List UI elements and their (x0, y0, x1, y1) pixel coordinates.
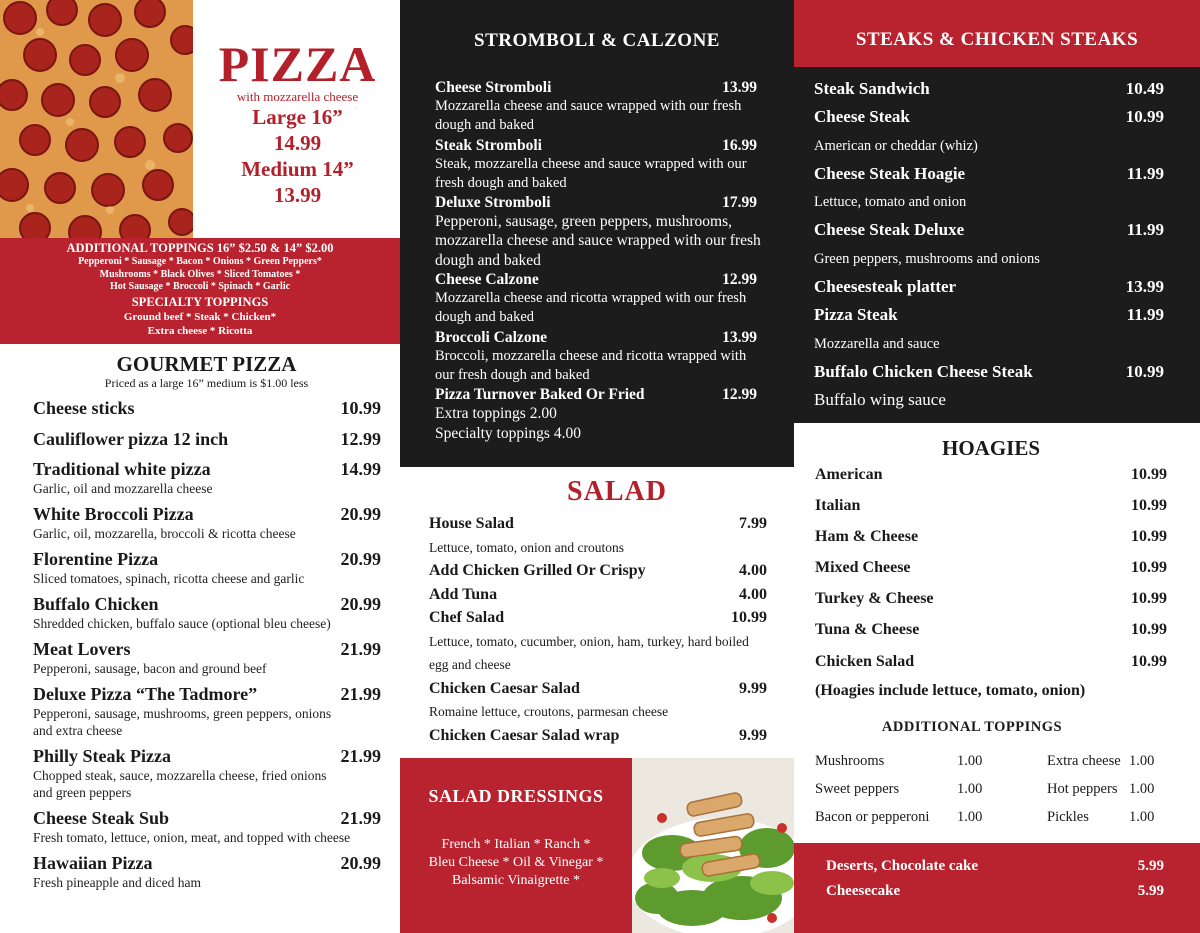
topping-price: 1.00 (957, 809, 983, 825)
menu-item-price: 13.99 (1125, 277, 1164, 297)
hoagies-note: (Hoagies include lettuce, tomato, onion) (815, 682, 1086, 699)
menu-item-name: Meat Lovers (33, 639, 131, 659)
menu-item-price: 14.99 (340, 459, 381, 479)
salad-dressings-panel (400, 758, 632, 933)
menu-item-price: 11.99 (1126, 163, 1164, 183)
menu-item (815, 617, 1167, 648)
menu-item-price: 10.99 (1131, 559, 1167, 577)
menu-item-description: Sliced tomatoes, spinach, ricotta cheese and garlic (33, 571, 305, 586)
menu-item-name: House Salad (429, 515, 514, 532)
menu-item-price: 21.99 (340, 746, 381, 766)
menu-item-price: 9.99 (739, 679, 767, 697)
menu-item-description: American or cheddar (whiz) (814, 137, 978, 154)
menu-item-name: Philly Steak Pizza (33, 746, 171, 766)
salad-photo (632, 758, 794, 933)
dressing-line: Bleu Cheese * Oil & Vinegar * (428, 855, 604, 870)
topping-row (815, 806, 1175, 834)
pizza-header (195, 38, 400, 208)
gourmet-pizza-note: Priced as a large 16” medium is $1.00 less (104, 376, 309, 390)
menu-item-name: American (815, 466, 883, 483)
menu-item-name: Turkey & Cheese (815, 590, 934, 608)
menu-item-description: Lettuce, tomato and onion (814, 194, 967, 211)
additional-toppings-title: ADDITIONAL TOPPINGS (881, 719, 1063, 735)
menu-item-price: 17.99 (722, 194, 757, 212)
menu-item (429, 677, 767, 724)
gourmet-pizza-list (33, 397, 383, 891)
menu-item-name: Deluxe Pizza “The Tadmore” (33, 684, 258, 704)
menu-item-name: Add Tuna (429, 585, 498, 603)
menu-item-price: 16.99 (722, 136, 757, 154)
menu-item-name: Broccoli Calzone (435, 328, 548, 346)
menu-item (815, 555, 1167, 586)
stromboli-calzone-panel (400, 0, 794, 467)
menu-item-price: 7.99 (739, 515, 767, 532)
pizza-column (0, 0, 400, 933)
menu-item-description: Chopped steak, sauce, mozzarella cheese, fried onions and green peppers (33, 768, 327, 800)
menu-item-name: Hawaiian Pizza (33, 853, 153, 873)
topping-price: 1.00 (1129, 781, 1155, 797)
menu-item-name: Steak Stromboli (435, 136, 542, 154)
menu-item-name: Steak Sandwich (814, 79, 930, 98)
menu-item-name: Chef Salad (429, 609, 505, 626)
menu-item-description: Mozzarella cheese and sauce wrapped with our fresh dough and baked (435, 98, 742, 134)
dressing-line: French * Italian * Ranch * (441, 837, 591, 852)
menu-item-description: Romaine lettuce, croutons, parmesan cheese (429, 704, 669, 719)
menu-item-name: Ham & Cheese (815, 528, 919, 546)
menu-item-description: Green peppers, mushrooms and onions (814, 250, 1040, 267)
topping-price: 1.00 (957, 753, 983, 769)
menu-item-name: Cheese Stromboli (435, 79, 552, 96)
menu-item (815, 586, 1167, 617)
menu-item-name: Pizza Steak (814, 305, 898, 325)
dressing-line: Balsamic Vinaigrette * (452, 873, 580, 888)
menu-item (33, 503, 383, 542)
menu-item-price: 10.99 (1131, 621, 1167, 639)
menu-item-description: Steak, mozzarella cheese and sauce wrapped with our fresh dough and baked (435, 155, 747, 191)
menu-item (33, 593, 383, 632)
menu-item-description: Buffalo wing sauce (814, 390, 946, 410)
menu-item-description: Pepperoni, sausage, mushrooms, green peppers, onions and extra cheese (33, 706, 332, 738)
menu-item (33, 428, 383, 450)
steaks-list (814, 75, 1164, 415)
menu-item-description: Mozzarella and sauce (814, 335, 940, 352)
menu-item (33, 548, 383, 587)
menu-item-description: Broccoli, mozzarella cheese and ricotta wrapped with our fresh dough and baked (435, 347, 747, 383)
menu-item (826, 855, 1164, 880)
menu-item (814, 103, 1164, 160)
menu-item-description: Pepperoni, sausage, green peppers, mushrooms, mozzarella cheese and sauce wrapped with our fresh dough and baked (435, 213, 761, 269)
menu-item-name: Add Chicken Grilled Or Crispy (429, 562, 646, 579)
specialty-toppings-price: Specialty toppings 4.00 (435, 424, 581, 442)
menu-item-name: Pizza Turnover Baked Or Fried (435, 386, 645, 404)
menu-item (429, 512, 767, 559)
menu-item-price: 12.99 (722, 386, 757, 404)
topping-name: Bacon or pepperoni (815, 809, 930, 825)
menu-item (435, 385, 765, 404)
desserts-panel (794, 843, 1200, 933)
menu-item-description: Mozzarella cheese and ricotta wrapped with our fresh dough and baked (435, 290, 747, 326)
pizza-subtitle: with mozzarella cheese (236, 89, 359, 104)
menu-item (814, 216, 1164, 273)
stromboli-list (435, 78, 765, 443)
menu-item (814, 273, 1164, 301)
topping-price: 1.00 (957, 781, 983, 797)
stromboli-salad-column (400, 0, 794, 933)
menu-item (815, 493, 1167, 524)
menu-item (435, 193, 765, 270)
menu-item-price: 13.99 (722, 328, 757, 346)
menu-item-price: 10.99 (1131, 652, 1167, 670)
menu-item-description: Pepperoni, sausage, bacon and ground beef (33, 661, 267, 676)
menu-item-price: 10.99 (1131, 528, 1167, 546)
menu-item-name: Chicken Salad (815, 652, 915, 670)
menu-item-name: Cheese Steak Deluxe (814, 220, 965, 240)
large-size-label: Large 16” (252, 105, 343, 129)
menu-item-price: 10.99 (340, 398, 381, 418)
menu-item-price: 20.99 (340, 594, 381, 614)
menu-item (826, 880, 1164, 905)
menu-item-name: Buffalo Chicken Cheese Steak (814, 361, 1033, 381)
toppings-line: Hot Sausage * Broccoli * Spinach * Garlic (109, 281, 291, 292)
menu-item-price: 5.99 (1137, 858, 1164, 874)
salad-dressings-list (404, 836, 628, 890)
menu-item-name: White Broccoli Pizza (33, 504, 194, 524)
menu-item-price: 10.99 (1131, 466, 1167, 483)
menu-item-name: Chicken Caesar Salad wrap (429, 726, 620, 744)
pizza-photo (0, 0, 193, 238)
topping-price: 1.00 (1129, 753, 1155, 769)
menu-item (33, 397, 383, 419)
topping-row (815, 778, 1175, 806)
menu-item-price: 12.99 (722, 271, 757, 289)
toppings-line: Mushrooms * Black Olives * Sliced Tomatoes * (99, 268, 301, 280)
topping-name: Sweet peppers (815, 781, 900, 797)
topping-row (815, 750, 1175, 778)
menu-item-name: Tuna & Cheese (815, 621, 920, 639)
menu-item (429, 559, 767, 583)
menu-item-price: 10.99 (1131, 497, 1167, 515)
medium-size-price: 13.99 (273, 183, 322, 207)
menu-item-name: Cheesesteak platter (814, 277, 957, 297)
steaks-hoagies-column (794, 0, 1200, 933)
toppings-line: Pepperoni * Sausage * Bacon * Onions * Green Peppers* (78, 256, 322, 267)
menu-item (435, 328, 765, 386)
topping-name: Pickles (1047, 809, 1089, 825)
menu-item-price: 20.99 (340, 549, 381, 569)
menu-item-price: 4.00 (739, 585, 767, 603)
pizza-toppings-box (0, 238, 400, 344)
menu-item (814, 160, 1164, 217)
specialty-toppings-line: Ground beef * Steak * Chicken* (123, 310, 277, 323)
menu-item-price: 4.00 (739, 562, 767, 579)
menu-item (814, 75, 1164, 103)
salad-list (429, 512, 767, 747)
menu-item-name: Deserts, Chocolate cake (826, 858, 979, 874)
menu-item-description: Lettuce, tomato, cucumber, onion, ham, turkey, hard boiled egg and cheese (429, 633, 749, 672)
menu-item (435, 136, 765, 194)
menu-item-name: Cheese Steak Hoagie (814, 163, 966, 183)
hoagies-title: HOAGIES (941, 436, 1041, 460)
menu-item (815, 649, 1167, 680)
menu-item (814, 358, 1164, 415)
additional-toppings-grid (815, 750, 1175, 834)
menu-item-name: Mixed Cheese (815, 559, 911, 577)
pizza-title: PIZZA (218, 36, 377, 92)
menu-item-price: 13.99 (722, 79, 757, 96)
topping-name: Hot peppers (1047, 781, 1118, 797)
steaks-title: STEAKS & CHICKEN STEAKS (794, 0, 1200, 67)
menu-item-name: Cheese sticks (33, 398, 135, 418)
menu-item-name: Buffalo Chicken (33, 594, 159, 614)
menu-item-description: Garlic, oil, mozzarella, broccoli & ricotta cheese (33, 526, 296, 541)
menu-item-price: 20.99 (340, 504, 381, 524)
menu-item-name: Chicken Caesar Salad (429, 679, 580, 697)
menu-item-price: 11.99 (1126, 220, 1164, 240)
menu-item (814, 301, 1164, 358)
menu-item-price: 10.99 (731, 609, 767, 626)
menu-item-price: 11.99 (1126, 305, 1164, 325)
menu-item (33, 683, 383, 739)
desserts-list (826, 855, 1164, 905)
salad-dressings-title: SALAD DRESSINGS (428, 786, 604, 806)
menu-item-description: Garlic, oil and mozzarella cheese (33, 481, 213, 496)
menu-item (33, 745, 383, 801)
topping-name: Mushrooms (815, 753, 885, 769)
menu-item-description: Shredded chicken, buffalo sauce (optional bleu cheese) (33, 616, 331, 631)
menu-item-description: Lettuce, tomato, onion and croutons (429, 539, 624, 555)
topping-name: Extra cheese (1047, 753, 1121, 769)
menu-item (815, 462, 1167, 493)
menu-item (33, 458, 383, 497)
menu-item (33, 638, 383, 677)
menu-item-name: Cheesecake (826, 883, 901, 899)
menu-item (429, 606, 767, 677)
menu-item-name: Cheese Steak (814, 107, 910, 127)
toppings-heading: ADDITIONAL TOPPINGS 16” $2.50 & 14” $2.00 (66, 241, 334, 255)
menu-item-name: Deluxe Stromboli (435, 194, 551, 212)
menu-item-price: 21.99 (340, 639, 381, 659)
menu-item-description: Fresh pineapple and diced ham (33, 875, 201, 890)
menu-item-name: Cauliflower pizza 12 inch (33, 429, 229, 449)
menu-item (429, 583, 767, 607)
salad-title: SALAD (567, 476, 667, 507)
menu-item-price: 20.99 (340, 853, 381, 873)
menu-item-price: 12.99 (340, 429, 381, 449)
topping-price: 1.00 (1129, 809, 1155, 825)
menu-item (435, 78, 765, 136)
hoagies-list (815, 462, 1167, 680)
menu-item (33, 852, 383, 891)
menu-item (815, 524, 1167, 555)
menu-item-price: 10.99 (1131, 590, 1167, 608)
specialty-toppings-heading: SPECIALTY TOPPINGS (131, 294, 269, 309)
steaks-panel (794, 67, 1200, 423)
extra-toppings-price: Extra toppings 2.00 (435, 405, 557, 423)
menu-item (435, 270, 765, 328)
gourmet-pizza-title: GOURMET PIZZA (116, 352, 297, 376)
menu-item-price: 21.99 (340, 808, 381, 828)
medium-size-label: Medium 14” (241, 157, 354, 181)
menu-item-name: Florentine Pizza (33, 549, 159, 569)
menu-item-name: Traditional white pizza (33, 459, 211, 479)
menu-item (33, 807, 383, 846)
menu-item-price: 10.99 (1125, 107, 1164, 127)
menu-item (429, 724, 767, 748)
menu-item-description: Fresh tomato, lettuce, onion, meat, and topped with cheese (33, 830, 351, 845)
menu-item-price: 9.99 (739, 726, 767, 744)
menu-item-price: 5.99 (1137, 883, 1164, 899)
menu-item-price: 21.99 (340, 684, 381, 704)
menu-item-name: Cheese Steak Sub (33, 808, 170, 828)
menu-item-name: Italian (815, 497, 861, 515)
stromboli-calzone-title: STROMBOLI & CALZONE (474, 30, 720, 51)
menu-item-price: 10.99 (1125, 361, 1164, 381)
menu-item-name: Cheese Calzone (435, 271, 539, 289)
specialty-toppings-line: Extra cheese * Ricotta (147, 324, 253, 337)
menu-item-price: 10.49 (1125, 79, 1164, 98)
large-size-price: 14.99 (273, 131, 322, 155)
